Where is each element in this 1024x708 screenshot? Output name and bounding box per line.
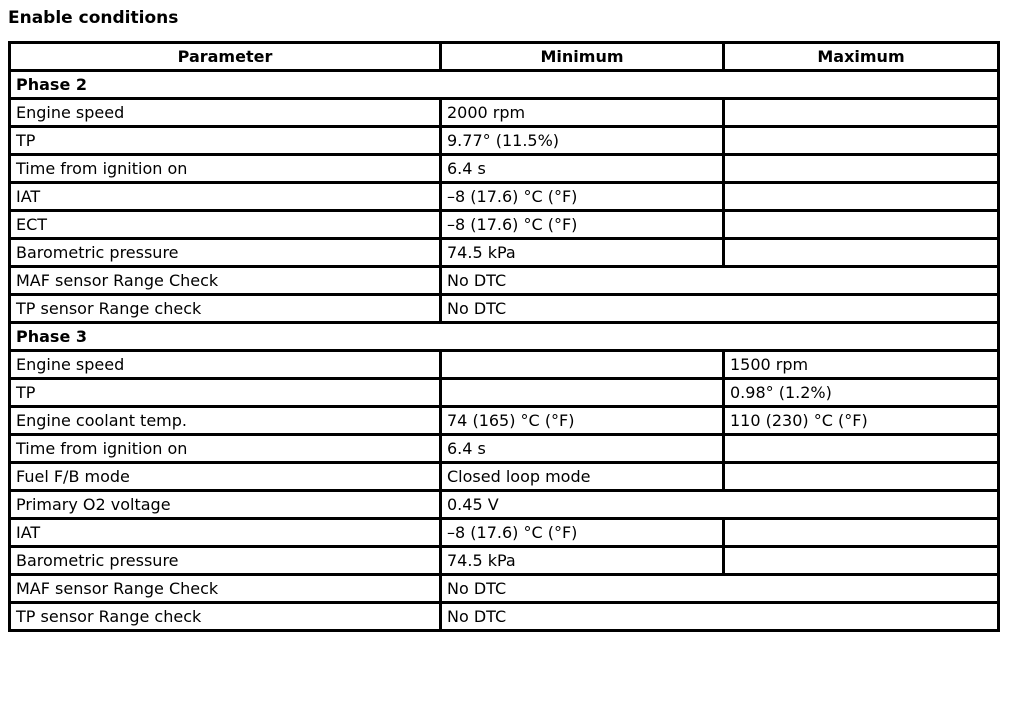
value-cell: No DTC xyxy=(441,267,999,295)
phase-row xyxy=(10,323,999,351)
param-cell: Engine coolant temp. xyxy=(10,407,441,435)
max-cell: 0.98° (1.2%) xyxy=(724,379,999,407)
table-row xyxy=(10,379,999,407)
param-cell: TP sensor Range check xyxy=(10,295,441,323)
param-cell: IAT xyxy=(10,519,441,547)
phase-3-title: Phase 3 xyxy=(10,323,999,351)
max-cell xyxy=(724,463,999,491)
param-cell: IAT xyxy=(10,183,441,211)
param-cell: Barometric pressure xyxy=(10,239,441,267)
param-cell: ECT xyxy=(10,211,441,239)
table-row xyxy=(10,267,999,295)
table-header-row xyxy=(10,43,999,71)
phase-row xyxy=(10,71,999,99)
header-maximum: Maximum xyxy=(724,43,999,71)
param-cell: Barometric pressure xyxy=(10,547,441,575)
page-heading: Enable conditions xyxy=(8,8,179,28)
max-cell xyxy=(724,519,999,547)
min-cell: 74 (165) °C (°F) xyxy=(441,407,724,435)
min-cell: 6.4 s xyxy=(441,155,724,183)
max-cell: 1500 rpm xyxy=(724,351,999,379)
max-cell xyxy=(724,211,999,239)
header-parameter: Parameter xyxy=(10,43,441,71)
table-row xyxy=(10,155,999,183)
param-cell: TP xyxy=(10,379,441,407)
table-row xyxy=(10,127,999,155)
max-cell xyxy=(724,127,999,155)
min-cell xyxy=(441,379,724,407)
value-cell: No DTC xyxy=(441,575,999,603)
min-cell: 74.5 kPa xyxy=(441,547,724,575)
param-cell: MAF sensor Range Check xyxy=(10,575,441,603)
param-cell: Fuel F/B mode xyxy=(10,463,441,491)
table-row xyxy=(10,575,999,603)
min-cell: –8 (17.6) °C (°F) xyxy=(441,183,724,211)
enable-conditions-table xyxy=(8,41,1000,632)
min-cell: 2000 rpm xyxy=(441,99,724,127)
table-row xyxy=(10,239,999,267)
param-cell: TP xyxy=(10,127,441,155)
table-row xyxy=(10,491,999,519)
max-cell xyxy=(724,239,999,267)
table-row xyxy=(10,603,999,631)
table-row xyxy=(10,295,999,323)
table-row xyxy=(10,183,999,211)
value-cell: 0.45 V xyxy=(441,491,999,519)
max-cell: 110 (230) °C (°F) xyxy=(724,407,999,435)
min-cell: Closed loop mode xyxy=(441,463,724,491)
param-cell: Engine speed xyxy=(10,351,441,379)
table-row xyxy=(10,407,999,435)
table-row xyxy=(10,211,999,239)
table-row xyxy=(10,547,999,575)
table-row xyxy=(10,351,999,379)
min-cell: –8 (17.6) °C (°F) xyxy=(441,519,724,547)
table-row xyxy=(10,519,999,547)
min-cell: 9.77° (11.5%) xyxy=(441,127,724,155)
min-cell xyxy=(441,351,724,379)
max-cell xyxy=(724,99,999,127)
max-cell xyxy=(724,547,999,575)
phase-2-title: Phase 2 xyxy=(10,71,999,99)
header-minimum: Minimum xyxy=(441,43,724,71)
value-cell: No DTC xyxy=(441,295,999,323)
min-cell: –8 (17.6) °C (°F) xyxy=(441,211,724,239)
param-cell: Primary O2 voltage xyxy=(10,491,441,519)
param-cell: MAF sensor Range Check xyxy=(10,267,441,295)
table-row xyxy=(10,99,999,127)
max-cell xyxy=(724,155,999,183)
max-cell xyxy=(724,435,999,463)
max-cell xyxy=(724,183,999,211)
min-cell: 74.5 kPa xyxy=(441,239,724,267)
param-cell: TP sensor Range check xyxy=(10,603,441,631)
param-cell: Engine speed xyxy=(10,99,441,127)
table-row xyxy=(10,463,999,491)
min-cell: 6.4 s xyxy=(441,435,724,463)
table-row xyxy=(10,435,999,463)
value-cell: No DTC xyxy=(441,603,999,631)
param-cell: Time from ignition on xyxy=(10,435,441,463)
param-cell: Time from ignition on xyxy=(10,155,441,183)
